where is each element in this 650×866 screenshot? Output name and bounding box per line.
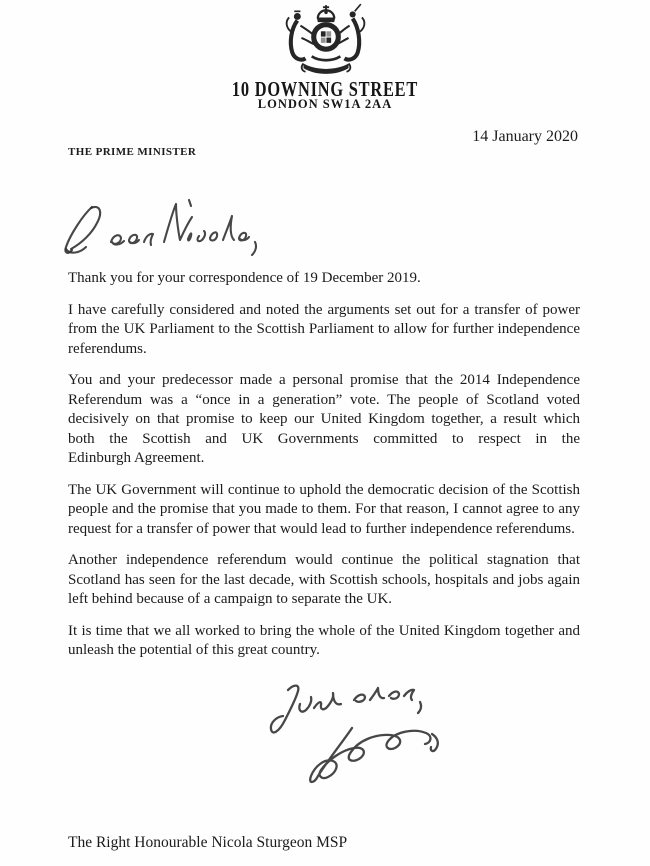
royal-coat-of-arms-icon bbox=[283, 3, 367, 77]
body-line: unleash the potential of this great country. bbox=[68, 642, 320, 658]
body-line: Another independence referendum would continue the political stagnation that bbox=[68, 552, 580, 568]
paragraph-4 bbox=[68, 481, 580, 540]
body-line: Referendum was a “once in a generation” vote. The people of Scotland voted bbox=[68, 391, 580, 408]
body-line: people and the promise that you made to them. For that reason, I cannot agree to any bbox=[68, 501, 580, 517]
body-line: You and your predecessor made a personal promise that the 2014 Independence bbox=[68, 372, 580, 388]
paragraph-5 bbox=[68, 551, 580, 610]
paragraph-1 bbox=[68, 269, 580, 289]
body-line: Scotland has seen for the last decade, with Scottish schools, hospitals and jobs again bbox=[68, 571, 580, 588]
body-line: from the UK Parliament to the Scottish Parliament to allow for further independence bbox=[68, 321, 580, 337]
body-line: I have carefully considered and noted the arguments set out for a transfer of power bbox=[68, 301, 580, 318]
body-line: The UK Government will continue to uphold the democratic decision of the Scottish bbox=[68, 481, 580, 498]
handwritten-signature bbox=[268, 678, 453, 800]
body-line: Edinburgh Agreement. bbox=[68, 450, 205, 466]
paragraph-3 bbox=[68, 371, 580, 469]
body-line: referendums. bbox=[68, 340, 147, 357]
sender-title: THE PRIME MINISTER bbox=[68, 146, 197, 158]
body-line: Thank you for your correspondence of 19 December 2019. bbox=[68, 270, 421, 286]
body-line: request for a transfer of power that would lead to further independence referendums. bbox=[68, 520, 575, 537]
paragraph-6 bbox=[68, 622, 580, 661]
handwritten-greeting bbox=[56, 197, 266, 257]
body-line: left behind because of a campaign to separate the UK. bbox=[68, 591, 393, 607]
recipient-line: The Right Honourable Nicola Sturgeon MSP bbox=[68, 834, 348, 851]
letter-body bbox=[68, 269, 580, 673]
body-line: decisively on that promise to keep our United Kingdom together, a result which bbox=[68, 411, 580, 427]
paragraph-2 bbox=[68, 301, 580, 360]
letterhead-address: 10 DOWNING STREET bbox=[231, 77, 419, 101]
letterhead-postcode: LONDON SW1A 2AA bbox=[257, 97, 393, 111]
body-line: It is time that we all worked to bring the whole of the United Kingdom together and bbox=[68, 622, 580, 639]
body-line: both the Scottish and UK Governments committed to respect in the bbox=[68, 430, 580, 447]
letter-date: 14 January 2020 bbox=[472, 128, 578, 145]
